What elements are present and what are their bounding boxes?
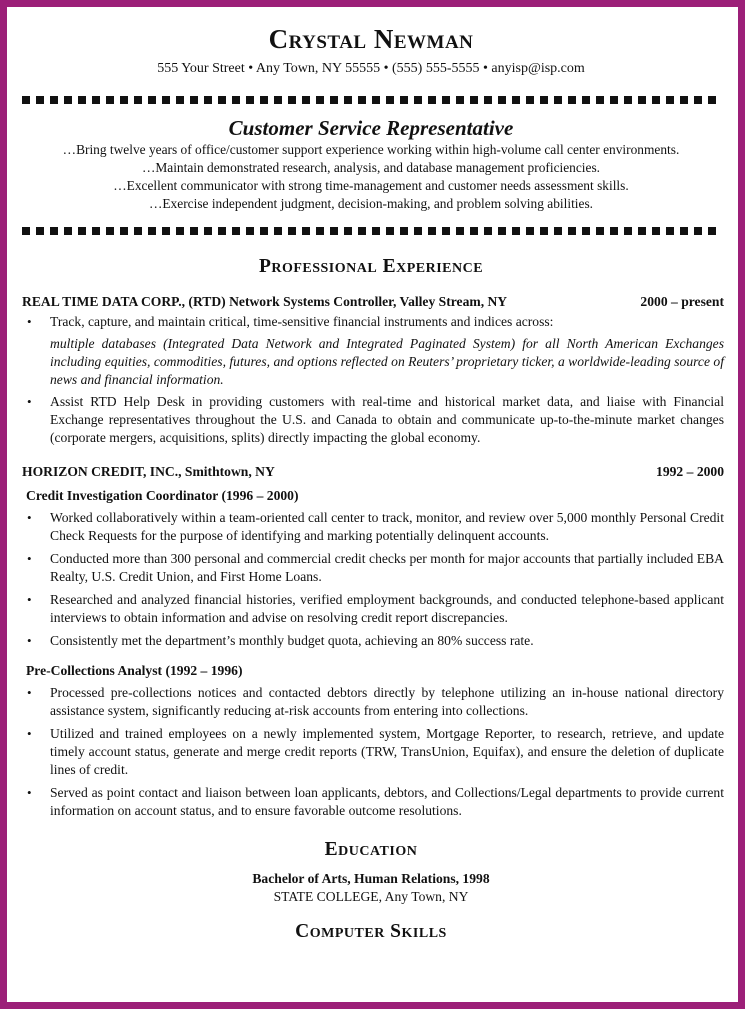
- contact-line: 555 Your Street • Any Town, NY 55555 • (555) 555-5555 • anyisp@isp.com: [157, 61, 585, 76]
- resume-page: [18, 14, 724, 944]
- bullet-item: [18, 550, 724, 586]
- bullet-icon: •: [27, 510, 32, 525]
- bullet-icon: •: [27, 726, 32, 741]
- dotted-divider-top: [22, 96, 720, 104]
- education-degree: Bachelor of Arts, Human Relations, 1998: [252, 871, 490, 886]
- bullet-item: [18, 591, 724, 627]
- bullet-icon: •: [27, 633, 32, 648]
- italic-note: multiple databases (Integrated Data Network and Integrated Paginated System) for all North American Exchanges including equities, commodities, futures, and options reflected on Reuters’ proprietary ticker, a worldwide-leading source of news and financial information.: [50, 336, 724, 387]
- role-title: Credit Investigation Coordinator (1996 – 2000): [26, 488, 299, 503]
- bullet-icon: •: [27, 592, 32, 607]
- bullet-item: [18, 393, 724, 447]
- bullet-item: [18, 632, 724, 650]
- bullet-item: [18, 509, 724, 545]
- dotted-divider-bottom: [22, 227, 720, 235]
- bullet-item: [18, 313, 724, 389]
- bullet-icon: •: [27, 394, 32, 409]
- education-school: STATE COLLEGE, Any Town, NY: [273, 889, 469, 904]
- bullet-icon: •: [27, 785, 32, 800]
- summary-line: …Excellent communicator with strong time-management and customer needs assessment skills.: [113, 178, 629, 193]
- job-header: [18, 293, 724, 311]
- bullet-text: Track, capture, and maintain critical, time-sensitive financial instruments and indices across:: [50, 314, 554, 329]
- bullet-text: Assist RTD Help Desk in providing customers with real-time and historical market data, and liaise with Financial Exchange representatives throughout the U.S. and Canada to obtain and communicate up-to-the-minute market changes (corporate mergers, acquisitions, splits) directly impacting the global economy.: [50, 394, 724, 445]
- bullet-text: Utilized and trained employees on a newly implemented system, Mortgage Reporter, to research, retrieve, and update timely account status, generate and merge credit reports (TRW, TransUnion, Equifax), and ensure the deletion of duplicate lines of credit.: [50, 726, 724, 777]
- bullet-text: Researched and analyzed financial histories, verified employment backgrounds, and conducted telephone-based applicant interviews to obtain information and advise on resolving credit report discrepancies.: [50, 592, 724, 625]
- role-title: Pre-Collections Analyst (1992 – 1996): [26, 663, 243, 678]
- bullet-icon: •: [27, 685, 32, 700]
- candidate-name: Crystal Newman: [268, 24, 474, 54]
- bullet-item: [18, 725, 724, 779]
- summary-line: …Bring twelve years of office/customer support experience working within high-volume call center environments.: [62, 142, 680, 157]
- bullet-text: Conducted more than 300 personal and commercial credit checks per month for major accounts that partially included EBA Realty, U.S. Credit Union, and First Home Loans.: [50, 551, 724, 584]
- skills-heading: Computer Skills: [295, 921, 447, 942]
- education-heading: Education: [324, 839, 418, 860]
- objective-title: Customer Service Representative: [228, 116, 514, 140]
- bullet-icon: •: [27, 551, 32, 566]
- role-bullets: [18, 509, 724, 650]
- summary-line: …Maintain demonstrated research, analysis, and database management proficiencies.: [141, 160, 601, 175]
- role-bullets: [18, 684, 724, 820]
- job-employer: REAL TIME DATA CORP., (RTD) Network Systems Controller, Valley Stream, NY: [22, 294, 508, 309]
- bullet-text: Consistently met the department’s monthly budget quota, achieving an 80% success rate.: [50, 633, 534, 648]
- job-bullets: [18, 313, 724, 447]
- job-dates: 2000 – present: [640, 294, 724, 309]
- job-header: [18, 463, 724, 481]
- bullet-item: [18, 684, 724, 720]
- experience-heading: Professional Experience: [258, 256, 484, 277]
- summary-block: [18, 141, 724, 213]
- job-dates: 1992 – 2000: [656, 464, 724, 479]
- bullet-text: Served as point contact and liaison between loan applicants, debtors, and Collections/Legal departments to provide current information on account status, and to ensure favorable outcome resolutions.: [50, 785, 724, 818]
- bullet-item: [18, 784, 724, 820]
- job-employer: HORIZON CREDIT, INC., Smithtown, NY: [22, 464, 275, 479]
- bullet-text: Worked collaboratively within a team-oriented call center to track, monitor, and review over 5,000 monthly Personal Credit Check Requests for the purpose of identifying and marking potentially delinquent accounts.: [50, 510, 724, 543]
- summary-line: …Exercise independent judgment, decision-making, and problem solving abilities.: [148, 196, 594, 211]
- bullet-text: Processed pre-collections notices and contacted debtors directly by telephone utilizing an in-house national directory assistance system, significantly reducing at-risk accounts from entering into collections.: [50, 685, 724, 718]
- bullet-icon: •: [27, 314, 32, 329]
